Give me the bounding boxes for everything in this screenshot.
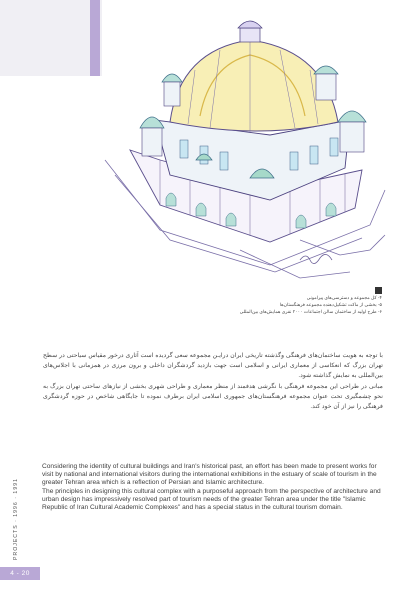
- caption-item: ۵- بخشی از ماکت تشکیل‌دهنده مجموعه فرهنگستان‌ها: [279, 302, 382, 307]
- english-body-text: [42, 463, 384, 512]
- building-sketch-image: [100, 10, 390, 282]
- english-paragraph: Considering the identity of cultural buildings and Iran's historical past, an effort has been made to present works for visit by national and international visitors during the international exhibitions in the estuary of scale of tourism in the greater Tehran area which is a reflection of Persian and Islamic architecture.: [42, 463, 377, 487]
- english-paragraph: The principles in designing this cultural complex with a purposeful approach from the perspective of architecture and urban design has impressively resolved part of tourism needs of the greater Tehran area under the title "Islamic Republic of Iran Cultural Academic Complexes" and has a special status in the cultural tourism domain.: [42, 487, 381, 512]
- persian-body-text: [43, 351, 383, 412]
- page-number-tab: 4 - 20: [0, 567, 40, 580]
- figure-captions: [160, 287, 382, 315]
- caption-item: ۴- کل مجموعه و دسترسی‌های پیرامونی: [306, 295, 382, 300]
- caption-marker-square: [375, 287, 382, 294]
- persian-paragraph: مبانی در طراحی این مجموعه فرهنگی با نگرشی هدفمند از منظر معماری و طراحی شهری بخشی از نیازهای ساحتی تهران بزرگ به نحو چشمگیری تحت عنوان مجموعه فرهنگستان‌های جمهوری اسلامی ایران برطرف نموده تا جایگاهی شاخص در حوزه گردشگری فرهنگی را نیز از آن خود کند.: [43, 382, 383, 411]
- accent-strip: [90, 0, 100, 76]
- corner-panel: [0, 0, 102, 76]
- vertical-section-label: PROJECTS · 1996 · 1991: [13, 478, 19, 560]
- caption-item: ۶- طرح اولیه از ساختمان سالن اجتماعات ۲۰۰۰ نفری همایش‌های بین‌المللی: [239, 309, 382, 314]
- persian-paragraph: با توجه به هویت ساختمان‌های فرهنگی وگذشته تاریخی ایران درایـن مجموعه سعی گردیده است آثاری درخور مقیاس سیاحتی در سطح تهران بزرگ که انعکاسی از معماری ایرانی و اسلامی است جهت بازدید گردشگران داخلی و برون مرزی در همزمانی با اجلاس‌های بین‌المللی به نمایش گذاشته شود.: [43, 352, 383, 380]
